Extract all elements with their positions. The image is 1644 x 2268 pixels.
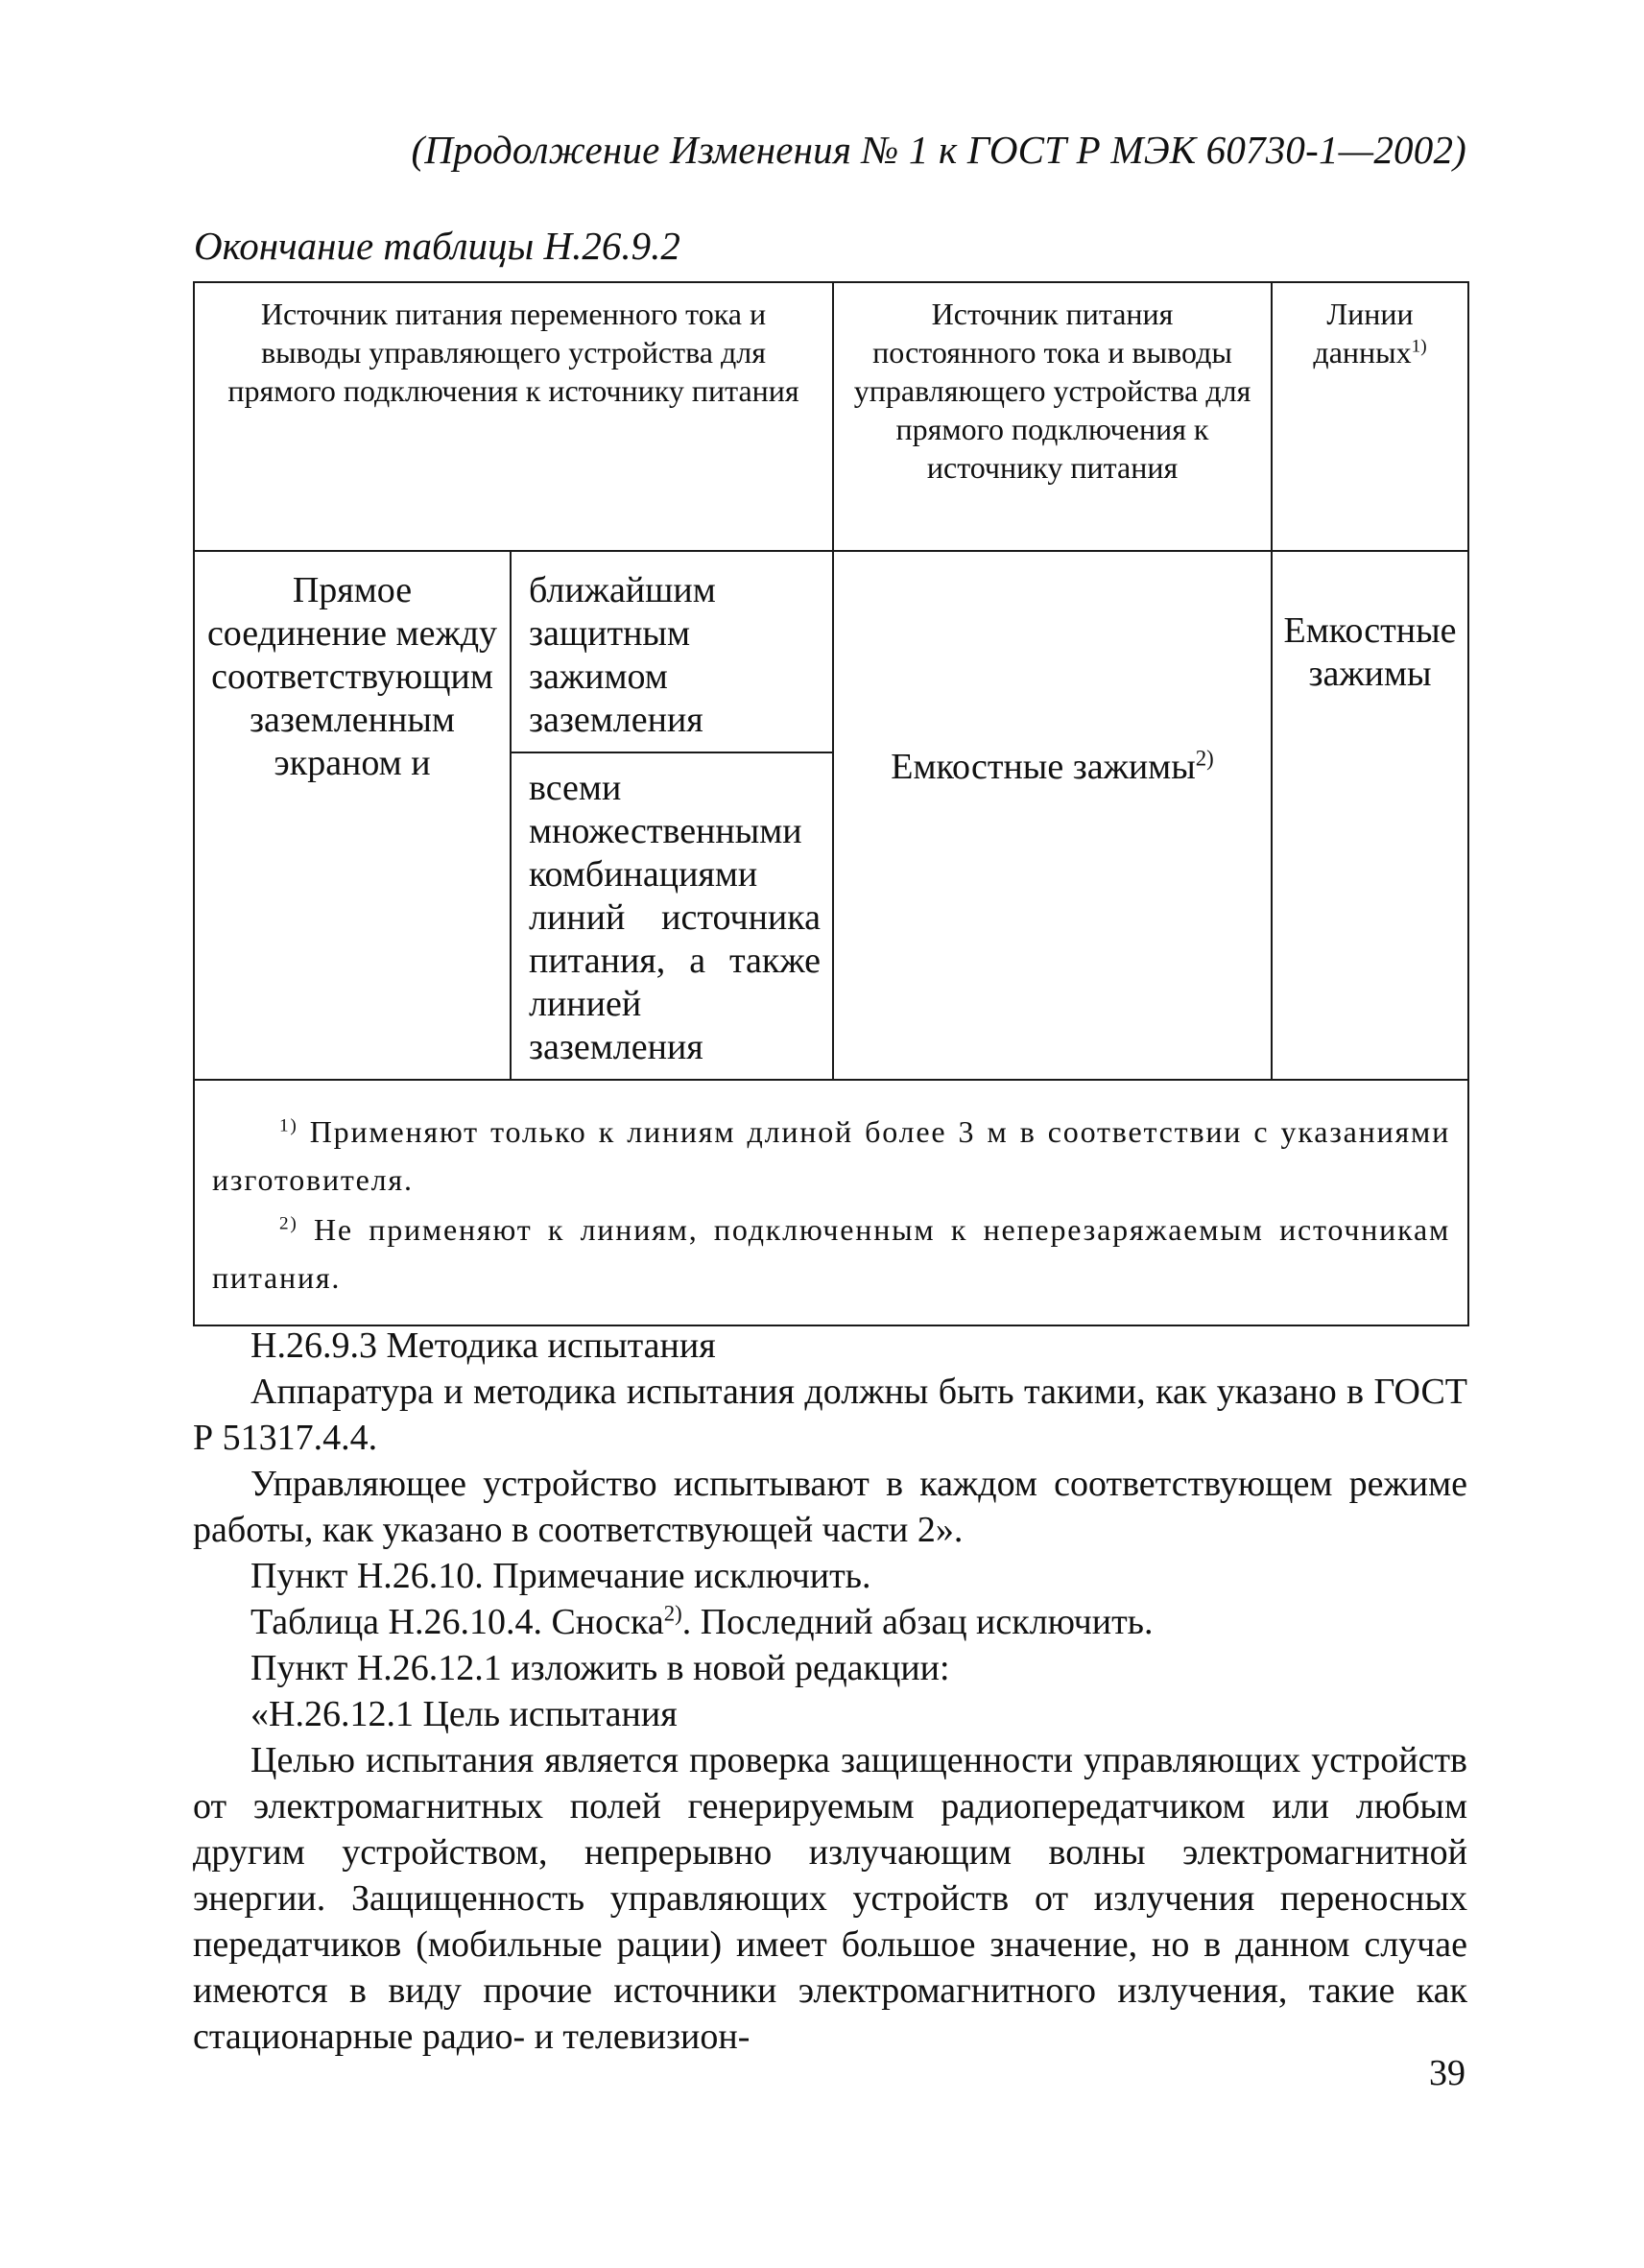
paragraph-table-footnote-a: Таблица Н.26.10.4. Сноска: [250, 1602, 664, 1642]
footnote-1-text: Применяют только к линиям длиной более 3 м в соответствии с указаниями изготовителя.: [212, 1114, 1451, 1197]
header-ac-supply: [194, 282, 833, 551]
table-caption: Окончание таблицы Н.26.9.2: [194, 224, 680, 268]
cell-direct-connection-text: Прямое соединение между соответствующим заземленным экраном и: [206, 570, 498, 783]
paragraph-operating-modes: Управляющее устройство испытывают в каждом соответствующем режиме работы, как указано в соответствующей части 2».: [193, 1464, 1467, 1550]
paragraph-note-removal: Пункт Н.26.10. Примечание исключить.: [250, 1556, 871, 1596]
paragraph-table-footnote: [193, 1599, 1467, 1645]
footnote-2: [212, 1206, 1450, 1301]
table-footnotes-row: [194, 1080, 1468, 1325]
footnote-2-text: Не применяют к линиям, подключенным к неперезаряжаемым источникам питания.: [212, 1212, 1451, 1295]
cell-all-combinations: [511, 752, 833, 1080]
page-number: 39: [1429, 2053, 1465, 2093]
table-header-row: [194, 282, 1468, 551]
footnote-1-mark: 1): [279, 1115, 298, 1136]
footnote-1: [212, 1108, 1450, 1204]
cell-data-capacitive-text: Емкостные зажимы: [1283, 610, 1457, 694]
body-text: [193, 1323, 1467, 2060]
paragraph-new-edition: Пункт Н.26.12.1 изложить в новой редакции:: [250, 1648, 950, 1688]
footnote-ref-1: 1): [1411, 336, 1427, 357]
header-data-lines: [1272, 282, 1468, 551]
paragraph-test-purpose: Целью испытания является проверка защищенности управляющих устройств от электромагнитных полей генерируемым радиопередатчиком или любым другим устройством, непрерывно излучающим волны электромагнитной энергии. Защищенность управляющих устройств от излучения переносных передатчиков (мобильные рации) имеет большое значение, но в данном случае имеются в виду прочие источники электромагнитного излучения, такие как стационарные радио- и телевизион-: [193, 1740, 1467, 2057]
cell-direct-connection: [194, 551, 511, 1080]
footnote-2-mark: 2): [279, 1213, 298, 1234]
header-dc-supply: [833, 282, 1272, 551]
header-ac-text: Источник питания переменного тока и выводы управляющего устройства для прямого подключения к источнику питания: [227, 297, 799, 408]
table-row-top: [194, 551, 1468, 752]
requirements-table: [193, 281, 1469, 1326]
cell-all-combinations-text: всеми множественными комбинациями линий источника питания, а также линией заземления: [529, 768, 822, 1067]
cell-dc-capacitive-text: Емкостные зажимы: [891, 747, 1196, 787]
cell-data-capacitive: [1272, 551, 1468, 1080]
section-heading-test-purpose: «Н.26.12.1 Цель испытания: [250, 1694, 678, 1734]
table-footnotes: [194, 1080, 1468, 1325]
header-dc-text: Источник питания постоянного тока и выводы управляющего устройства для прямого подключения к источнику питания: [853, 297, 1251, 485]
paragraph-apparatus: Аппаратура и методика испытания должны быть такими, как указано в ГОСТ Р 51317.4.4.: [193, 1372, 1467, 1458]
running-header: (Продолжение Изменения № 1 к ГОСТ Р МЭК 60730-1—2002): [411, 128, 1466, 172]
header-data-lines-text: Линии данных: [1313, 297, 1414, 370]
cell-nearest-ground: [511, 551, 833, 752]
cell-nearest-ground-text: ближайшим защитным зажимом заземления: [529, 570, 716, 740]
footnote-ref-2: 2): [1195, 746, 1214, 771]
cell-dc-capacitive: [833, 551, 1272, 1080]
section-heading-test-method: Н.26.9.3 Методика испытания: [250, 1325, 716, 1366]
paragraph-table-footnote-b: . Последний абзац исключить.: [681, 1602, 1154, 1642]
paragraph-table-footnote-ref: 2): [663, 1601, 682, 1626]
